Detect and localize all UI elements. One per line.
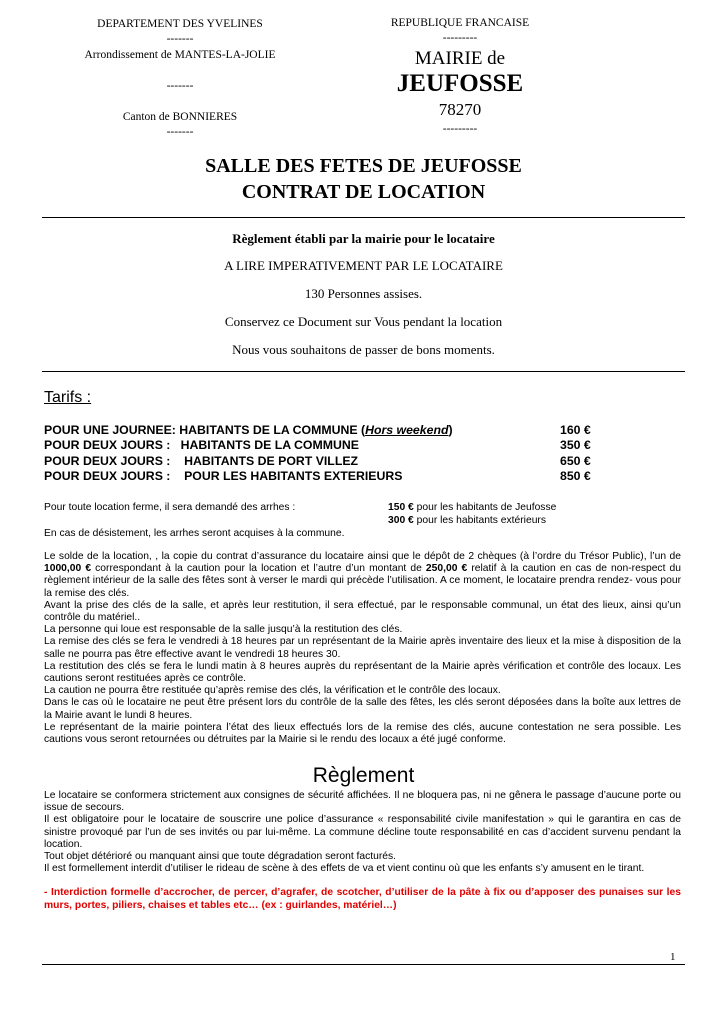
paragraph: La caution ne pourra être restituée qu’après remise des clés, la vérification et le contrôle des locaux. [44,685,501,697]
souhaitons-text: Nous vous souhaitons de passer de bons moments. [232,342,495,357]
paragraph: Avant la prise des clés de la salle, et après leur restitution, il sera effectué, par le responsable communal, un état des lieux, ainsi qu’un contrôle du matériel.. [44,599,681,624]
paragraph: Tout objet détérioré ou manquant ainsi que toute dégradation seront facturés. [44,851,397,863]
arrhes-jeufosse: 150 € pour les habitants de Jeufosse [388,502,557,513]
header-mairie: MAIRIE de [414,48,506,69]
tarif-row: POUR DEUX JOURS : POUR LES HABITANTS EXTERIEURS [44,469,403,483]
a-lire-notice: A LIRE IMPERATIVEMENT PAR LE LOCATAIRE [224,258,503,273]
header-arrondissement: Arrondissement de MANTES-LA-JOLIE [84,49,276,61]
divider [42,371,685,372]
conditions-block [44,551,681,746]
tarif-price: 650 € [560,454,591,468]
tarif-row: POUR UNE JOURNEE: HABITANTS DE LA COMMUNE (Hors weekend) [44,423,453,437]
paragraph: Le locataire se conformera strictement aux consignes de sécurité affichées. Il ne bloquera pas, ni ne gênera le passage d’aucune porte ou issue de secours. [44,790,681,814]
paragraph: Le représentant de la mairie pointera l’état des lieux effectués lors de la remise des clés, aucune contestation ne sera possible. Les cautions vous seront retournées ou détruites par la Mairie si le rendu des locaux a été jugé conforme. [44,721,681,746]
header-separator: --------- [442,123,478,135]
arrhes-label: Pour toute location ferme, il sera demandé des arrhes : [44,502,296,513]
paragraph: La remise des clés se fera le vendredi à 18 heures par un représentant de la Mairie après inventaire des lieux et la mise à disposition de la salle ne pourra pas être effective avant le vendredi 18 heures 30. [44,636,681,660]
capacity-text: 130 Personnes assises. [304,286,423,301]
header-postcode: 78270 [438,100,482,119]
header-town: JEUFOSSE [396,70,524,97]
warning-text: - Interdiction formelle d’accrocher, de percer, d’agrafer, de scotcher, d’utiliser de la pâte à fix ou d’apposer des punaises sur les murs, portes, piliers, chaises et tables etc… (ex : guirlandes, matériel…) [44,887,681,911]
title-line2: CONTRAT DE LOCATION [241,181,486,203]
header-republique: REPUBLIQUE FRANCAISE [390,17,530,29]
header-separator: ------- [166,80,194,92]
tarif-price: 350 € [560,438,591,452]
header-canton: Canton de BONNIERES [122,111,238,123]
paragraph: Il est formellement interdit d’utiliser le rideau de scène à des effets de va et vient continu où que les enfants s’y amusent en le tirant. [44,863,645,875]
header-department: DEPARTEMENT DES YVELINES [97,18,263,30]
paragraph: La personne qui loue est responsable de la salle jusqu’à la restitution des clés. [44,624,403,636]
paragraph: Il est obligatoire pour le locataire de souscrire une police d’assurance « responsabilité civile manifestation » qui le garantira en cas de sinistre provoqué par l’un de ses invités ou par lui-même. La commune décline toute responsabilité en cas d’accident survenu pendant la location. [44,814,681,850]
paragraph: La restitution des clés se fera le lundi matin à 8 heures auprès du représentant de la Mairie après vérification et contrôle des locaux. Les cautions seront restituées après ce contrôle. [44,660,681,685]
reglement-block [44,790,681,912]
header-separator: ------- [166,33,194,45]
header-separator: --------- [442,32,478,44]
tarif-price: 160 € [560,423,591,437]
reglement-heading: Règlement [312,764,415,787]
conservez-text: Conservez ce Document sur Vous pendant la location [224,314,503,329]
solde-paragraph: Le solde de la location, , la copie du contrat d’assurance du locataire ainsi que le dépôt de 2 chèques (à l’ordre du Trésor Public), l’un de 1000,00 € correspondant à la caution pour la location et l’autre d’un montant de 250,00 € relatif à la caution en cas de non-respect du règlement intérieur de la salle des fêtes sont à verser le mardi qui précède l’utilisation. A ce moment, le locataire prendra rendez- vous pour la remise des clés. [44,551,681,599]
tarifs-heading: Tarifs : [44,389,92,406]
title-line1: SALLE DES FETES DE JEUFOSSE [205,155,522,177]
footer-divider [42,964,685,965]
page-number: 1 [670,951,676,963]
tarif-price: 850 € [560,469,591,483]
tarif-row: POUR DEUX JOURS : HABITANTS DE LA COMMUNE [44,438,359,452]
divider [42,217,685,218]
paragraph: Dans le cas où le locataire ne peut être présent lors du contrôle de la salle des fêtes, les clés seront déposées dans la boîte aux lettres de la Mairie avant le lundi 8 heures. [44,697,681,721]
header-separator: ------- [166,126,194,138]
tarif-row: POUR DEUX JOURS : HABITANTS DE PORT VILLEZ [44,454,359,468]
reglement-subtitle: Règlement établi par la mairie pour le locataire [232,231,495,246]
arrhes-exterieurs: 300 € pour les habitants extérieurs [388,515,546,526]
desistement-text: En cas de désistement, les arrhes seront acquises à la commune. [44,528,345,539]
